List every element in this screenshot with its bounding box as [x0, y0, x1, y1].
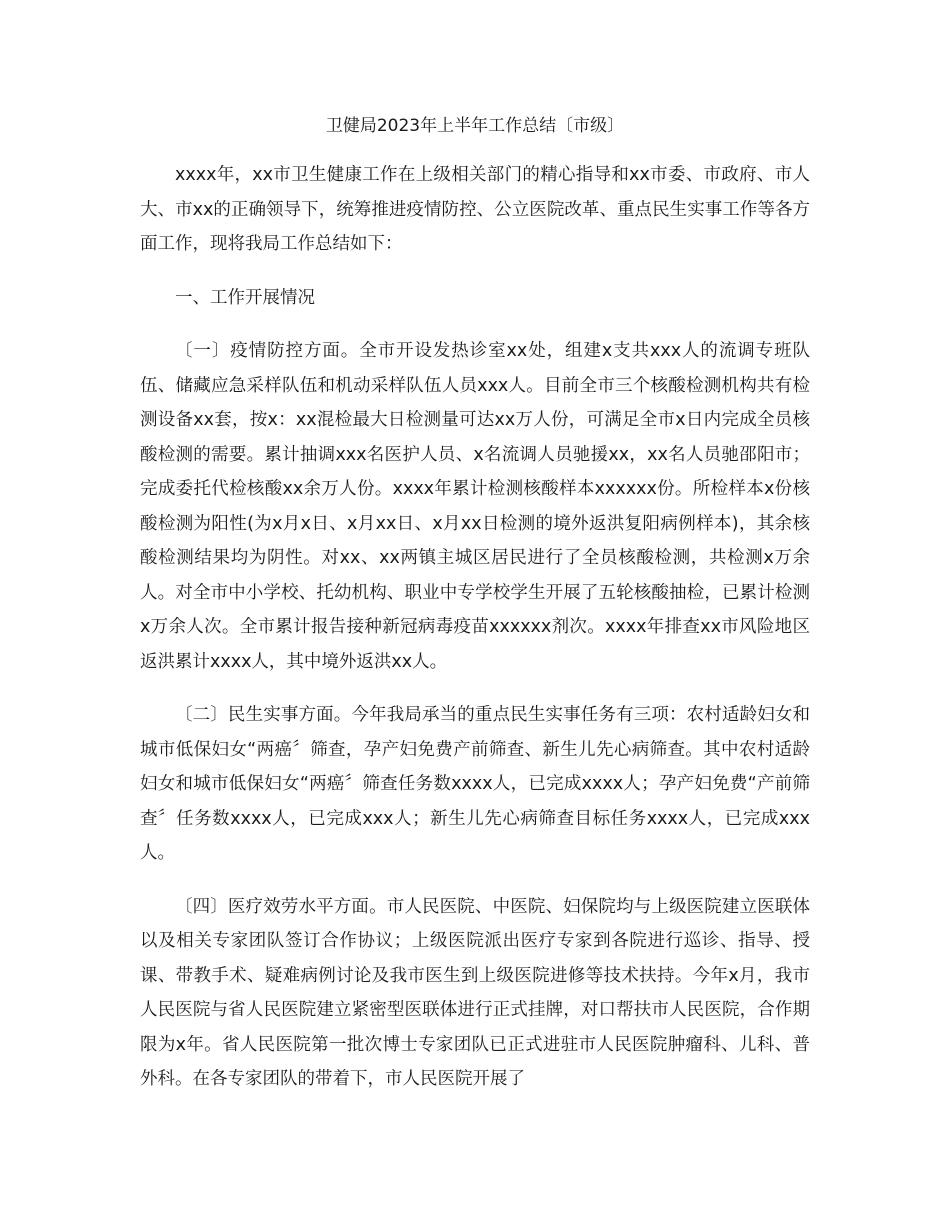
paragraph-medical-service: 〔四〕医疗效劳水平方面。市人民医院、中医院、妇保院均与上级医院建立医联体以及相关专家团队签订合作协议；上级医院派出医疗专家到各院进行巡诊、指导、授课、带教手术、疑难病例讨论及我市医生到上级医院进修等技术扶持。今年x月，我市人民医院与省人民医院建立紧密型医联体进行正式挂牌，对口帮扶市人民医院，合作期限为x年。省人民医院第一批次博士专家团队已正式进驻市人民医院肿瘤科、儿科、普外科。在各专家团队的带着下，市人民医院开展了 — [140, 896, 810, 1089]
document-title: 卫健局2023年上半年工作总结〔市级〕 — [325, 116, 625, 136]
section-heading: 一、工作开展情况 — [175, 287, 315, 308]
paragraph-livelihood: 〔二〕民生实事方面。今年我局承当的重点民生实事任务有三项：农村适龄妇女和城市低保妇女“两癌〞筛查，孕产妇免费产前筛查、新生儿先心病筛查。其中农村适龄妇女和城市低保妇女“两癌〞筛查任务数xxxx人，已完成xxxx人；孕产妇免费“产前筛查〞任务数xxxx人，已完成xxx人；新生儿先心病筛查目标任务xxxx人，已完成xxx人。 — [140, 705, 810, 863]
paragraph-epidemic-control: 〔一〕疫情防控方面。全市开设发热诊室xx处，组建x支共xxx人的流调专班队伍、储藏应急采样队伍和机动采样队伍人员xxx人。目前全市三个核酸检测机构共有检测设备xx套，按x：xx混检最大日检测量可达xx万人份，可满足全市x日内完成全员核酸检测的需要。累计抽调xxx名医护人员、x名流调人员驰援xx，xx名人员驰邵阳市；完成委托代检核酸xx余万人份。xxxx年累计检测核酸样本xxxxxx份。所检样本x份核酸检测为阳性(为x月x日、x月xx日、x月xx日检测的境外返洪复阳病例样本)，其余核酸检测结果均为阴性。对xx、xx两镇主城区居民进行了全员核酸检测，共检测x万余人。对全市中小学校、托幼机构、职业中专学校学生开展了五轮核酸抽检，已累计检测x万余人次。全市累计报告接种新冠病毒疫苗xxxxxx剂次。xxxx年排查xx市风险地区返洪累计xxxx人，其中境外返洪xx人。 — [140, 341, 810, 672]
paragraph-intro: xxxx年，xx市卫生健康工作在上级相关部门的精心指导和xx市委、市政府、市人大、市xx的正确领导下，统筹推进疫情防控、公立医院改革、重点民生实事工作等各方面工作，现将我局工作总结如下： — [140, 165, 810, 254]
document-body — [140, 158, 810, 1116]
